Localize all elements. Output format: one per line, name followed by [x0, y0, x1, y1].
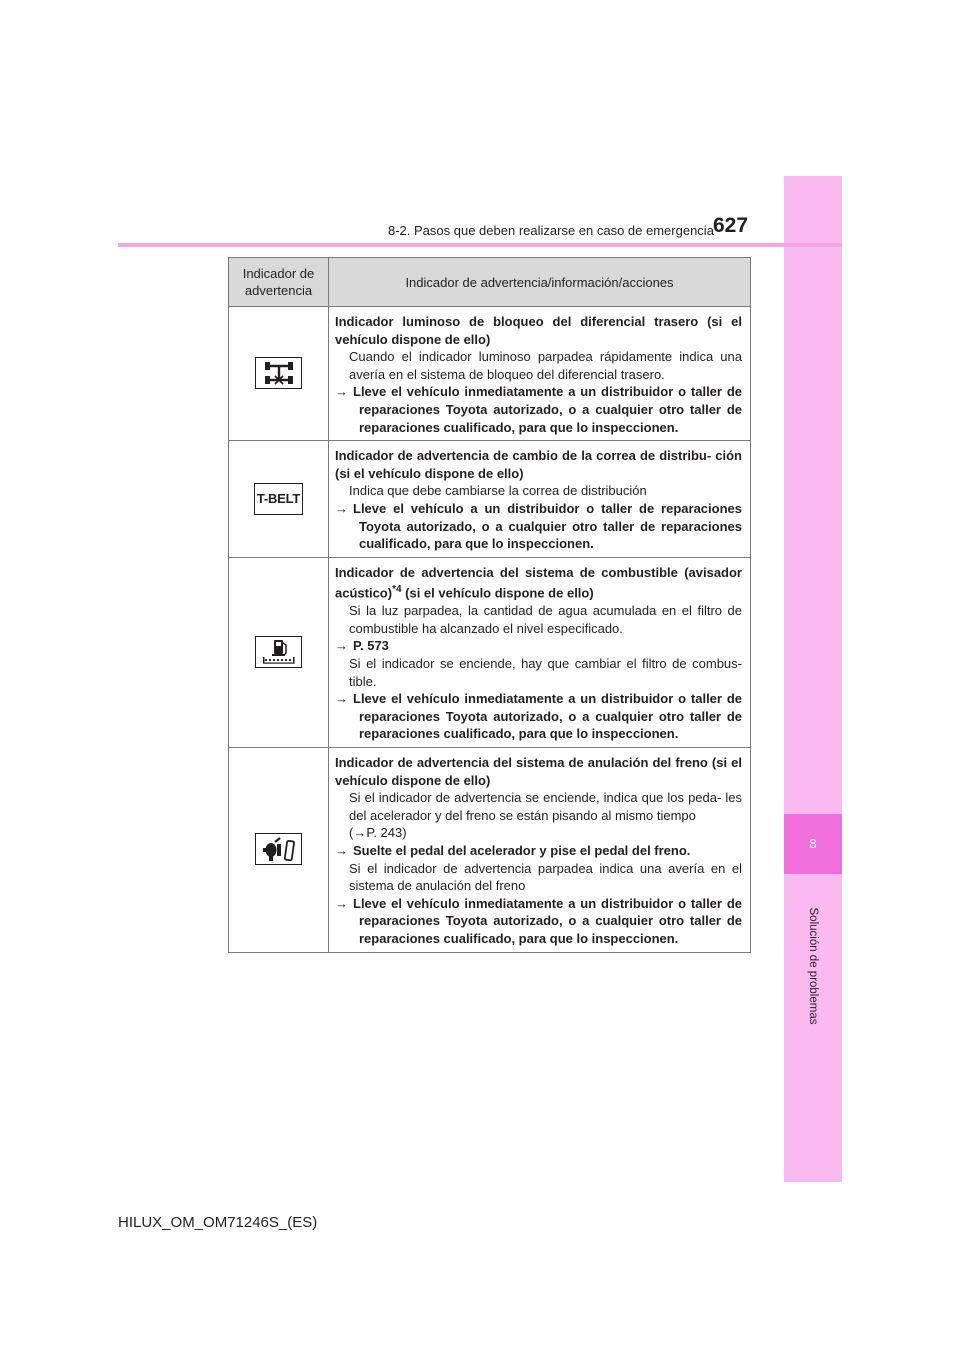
indicator-action: → Lleve el vehículo inmediatamente a un distribuidor o taller de reparaciones Toyota autorizado, o a cualquier otro taller de reparaciones cualificado, para que lo inspeccionen.: [335, 895, 742, 946]
brake-override-icon: [255, 833, 302, 865]
arrow-icon: →: [335, 500, 348, 516]
indicator-description: Si el indicador de advertencia se enciende, indica que los peda- les del acelerador y del freno se están pisando al mismo tiempo: [349, 790, 742, 823]
indicator-title: Indicador de advertencia del sistema de anulación del freno (si el vehículo dispone de ello): [335, 754, 742, 788]
header-rule: [118, 243, 842, 247]
indicator-action: → Lleve el vehículo inmediatamente a un distribuidor o taller de reparaciones Toyota autorizado, o a cualquier otro taller de reparaciones cualificado, para que lo inspeccionen.: [335, 384, 742, 435]
chapter-number: 8: [784, 814, 842, 874]
page-reference: (→P. 243): [349, 825, 407, 841]
table-row: [229, 441, 751, 558]
text-cell: [329, 557, 751, 747]
table-header-row: [229, 258, 751, 307]
icon-cell: [229, 307, 329, 441]
rear-diff-lock-icon: [255, 357, 302, 389]
indicator-description: Si el indicador se enciende, hay que cambiar el filtro de combus- tible.: [349, 656, 742, 689]
column-header-actions: Indicador de advertencia/información/acciones: [329, 258, 751, 307]
page-number: 627: [713, 214, 749, 237]
indicator-action: → Suelte el pedal del acelerador y pise el pedal del freno.: [335, 842, 691, 858]
icon-cell: [229, 557, 329, 747]
icon-label: T-BELT: [256, 491, 301, 507]
column-header-indicator: Indicador de advertencia: [229, 258, 329, 307]
arrow-icon: →: [335, 691, 348, 707]
text-cell: [329, 307, 751, 441]
indicator-title: Indicador de advertencia del sistema de combustible (avisador acústico)$^{*4}$ (si el vehículo dispone de ello): [335, 564, 742, 601]
icon-cell: [229, 747, 329, 952]
side-tab: [784, 176, 842, 1182]
warning-table: [228, 257, 751, 953]
indicator-description: Si la luz parpadea, la cantidad de agua acumulada en el filtro de combustible ha alcanzado el nivel especificado.: [349, 603, 742, 636]
document-code: HILUX_OM_OM71246S_(ES): [118, 1214, 318, 1231]
text-cell: [329, 441, 751, 558]
fuel-filter-icon: [255, 636, 302, 668]
arrow-icon: →: [335, 384, 348, 400]
table-row: [229, 307, 751, 441]
chapter-title: Solución de problemas: [807, 907, 819, 1025]
page-reference: → P. 573: [335, 638, 389, 654]
indicator-description: Cuando el indicador luminoso parpadea rápidamente indica una avería en el sistema de bloqueo del diferencial trasero.: [349, 349, 742, 382]
indicator-action: → Lleve el vehículo inmediatamente a un distribuidor o taller de reparaciones Toyota autorizado, o a cualquier otro taller de reparaciones cualificado, para que lo inspeccionen.: [335, 691, 742, 742]
icon-cell: [229, 441, 329, 558]
indicator-title: Indicador luminoso de bloqueo del diferencial trasero (si el vehículo dispone de ello): [335, 314, 742, 347]
indicator-description: Si el indicador de advertencia parpadea indica una avería en el sistema de anulación del freno: [349, 860, 742, 894]
indicator-title: Indicador de advertencia de cambio de la correa de distribu- ción (si el vehículo dispone de ello): [335, 448, 742, 481]
indicator-action: → Lleve el vehículo a un distribuidor o taller de reparaciones Toyota autorizado, o a cualquier otro taller de reparaciones cualificado, para que lo inspeccionen.: [335, 500, 742, 552]
indicator-description: Indica que debe cambiarse la correa de distribución: [349, 483, 647, 499]
arrow-icon: →: [335, 842, 348, 858]
text-cell: [329, 747, 751, 952]
section-title: 8-2. Pasos que deben realizarse en caso de emergencia: [388, 223, 714, 238]
arrow-icon: →: [335, 638, 348, 654]
arrow-icon: →: [335, 895, 348, 911]
footnote-marker: *4: [392, 584, 402, 596]
table-row: [229, 557, 751, 747]
table-row: [229, 747, 751, 952]
timing-belt-icon: [254, 483, 303, 515]
